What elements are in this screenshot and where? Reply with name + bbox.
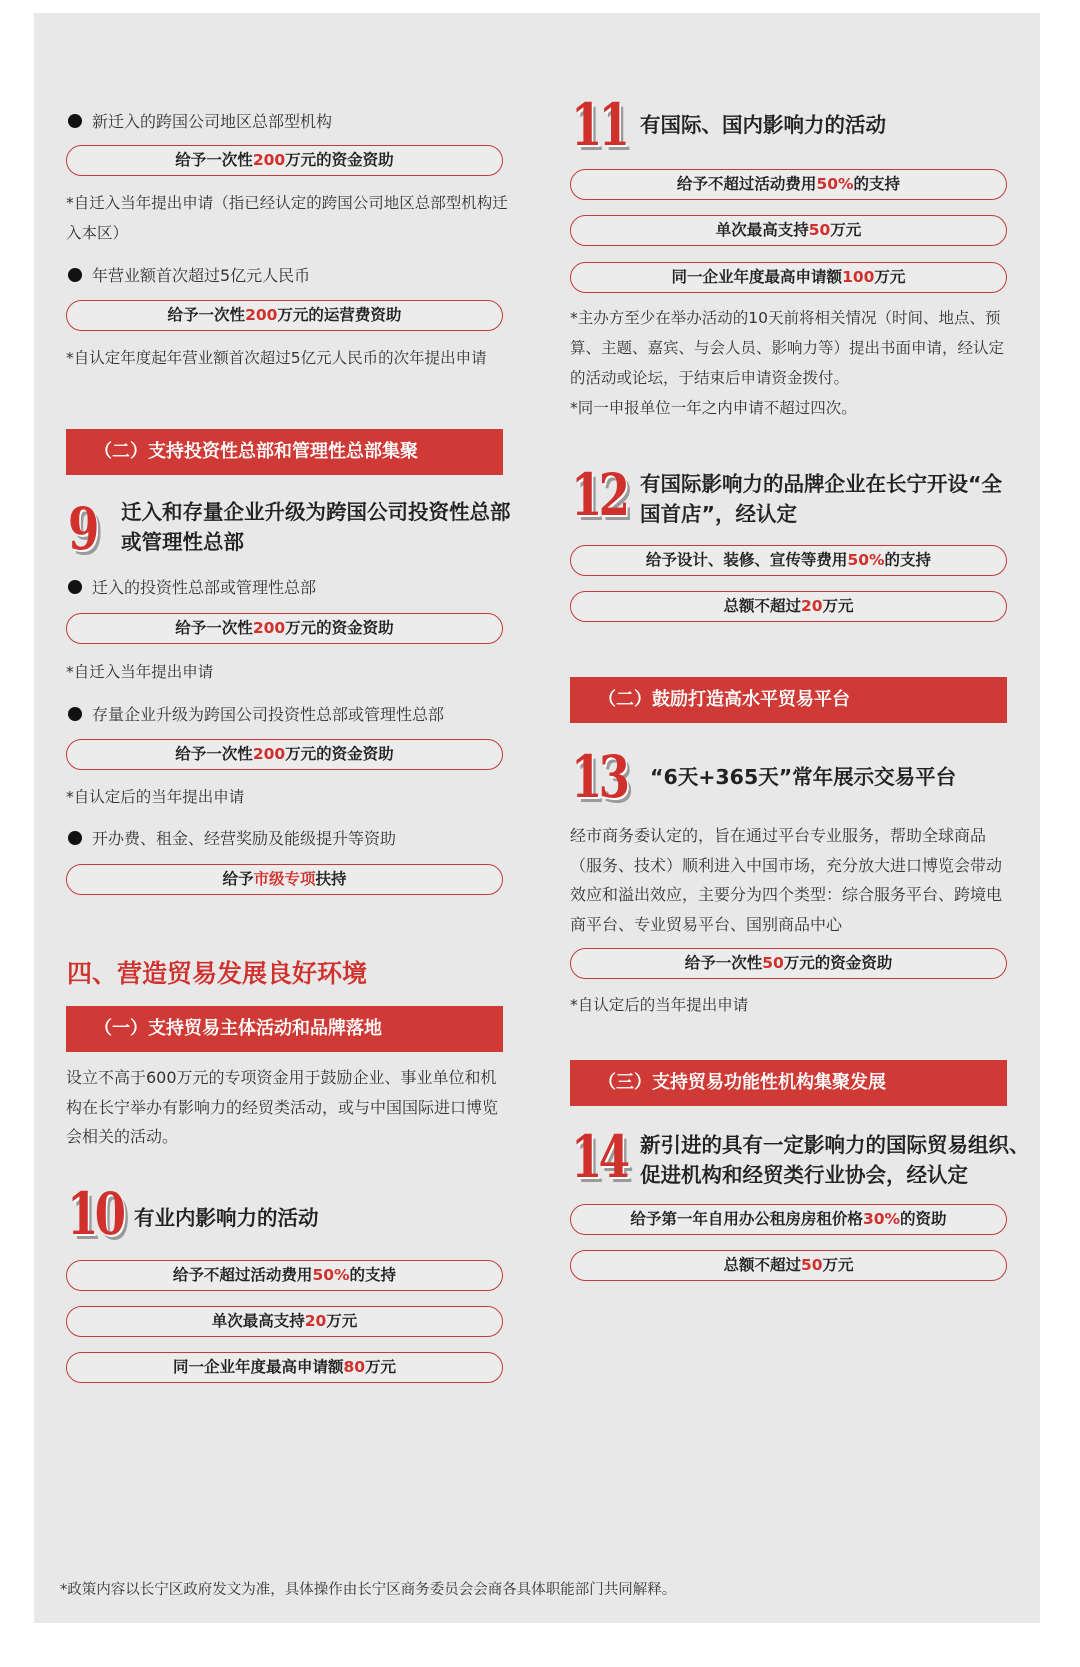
subsidy-pill: 单次最高支持50万元 [570, 215, 1007, 246]
bullet-dot-icon [68, 831, 82, 845]
subsidy-pill: 给予一次性200万元的资金资助 [66, 613, 503, 644]
paragraph: 经市商务委认定的，旨在通过平台专业服务，帮助全球商品（服务、技术）顺利进入中国市场，充分放大进口博览会带动效应和溢出效应，主要分为四个类型：综合服务平台、跨境电商平台、专业贸易平台、国别商品中心 [570, 826, 1003, 934]
subsidy-pill: 总额不超过50万元 [570, 1250, 1007, 1281]
item-number: 10 [67, 1180, 123, 1248]
subsidy-pill: 同一企业年度最高申请额100万元 [570, 262, 1007, 293]
section-title: 四、营造贸易发展良好环境 [67, 959, 368, 988]
note-text: *自认定后的当年提出申请 [570, 996, 749, 1014]
section-bar: （三）支持贸易功能性机构集聚发展 [570, 1060, 1007, 1106]
section-bar: （二）鼓励打造高水平贸易平台 [570, 677, 1007, 723]
subsidy-pill: 给予一次性50万元的资金资助 [570, 948, 1007, 979]
bullet-dot-icon [68, 114, 82, 128]
item-heading: 新引进的具有一定影响力的国际贸易组织、促进机构和经贸类行业协会，经认定 [640, 1133, 1030, 1187]
item-number: 14 [571, 1123, 627, 1191]
subsidy-pill: 给予一次性200万元的资金资助 [66, 145, 503, 176]
bullet-dot-icon [68, 580, 82, 594]
note-text: *同一申报单位一年之内申请不超过四次。 [570, 399, 857, 417]
bullet-item: 年营业额首次超过5亿元人民币 [68, 265, 310, 287]
item-number: 9 [68, 495, 96, 563]
bullet-item: 新迁入的跨国公司地区总部型机构 [68, 111, 332, 133]
note-text: *自迁入当年提出申请 [66, 663, 214, 681]
section-bar: （二）支持投资性总部和管理性总部集聚 [66, 429, 503, 475]
subsidy-pill: 总额不超过20万元 [570, 591, 1007, 622]
subsidy-pill: 给予一次性200万元的资金资助 [66, 739, 503, 770]
item-number: 13 [571, 743, 627, 811]
subsidy-pill: 给予市级专项扶持 [66, 864, 503, 895]
subsidy-pill: 同一企业年度最高申请额80万元 [66, 1352, 503, 1383]
bullet-item: 存量企业升级为跨国公司投资性总部或管理性总部 [68, 704, 444, 726]
bullet-item: 开办费、租金、经营奖励及能级提升等资助 [68, 828, 396, 850]
subsidy-pill: 给予第一年自用办公租房房租价格30%的资助 [570, 1204, 1007, 1235]
item-heading: 有国际、国内影响力的活动 [640, 113, 886, 137]
item-number: 11 [571, 91, 627, 159]
note-text: *自迁入当年提出申请（指已经认定的跨国公司地区总部型机构迁入本区） [66, 194, 508, 242]
bullet-item: 迁入的投资性总部或管理性总部 [68, 577, 316, 599]
item-heading: 有业内影响力的活动 [134, 1206, 319, 1230]
bullet-dot-icon [68, 707, 82, 721]
note-text: *自认定后的当年提出申请 [66, 788, 245, 806]
section-bar: （一）支持贸易主体活动和品牌落地 [66, 1006, 503, 1052]
subsidy-pill: 给予设计、装修、宣传等费用50%的支持 [570, 545, 1007, 576]
item-heading: “6天+365天”常年展示交易平台 [650, 765, 957, 789]
bullet-dot-icon [68, 268, 82, 282]
item-heading: 有国际影响力的品牌企业在长宁开设“全国首店”，经认定 [640, 472, 1002, 526]
footer-note: *政策内容以长宁区政府发文为准，具体操作由长宁区商务委员会会商各具体职能部门共同解释。 [60, 1582, 677, 1598]
subsidy-pill: 给予不超过活动费用50%的支持 [66, 1260, 503, 1291]
subsidy-pill: 给予一次性200万元的运营费资助 [66, 300, 503, 331]
note-text: *主办方至少在举办活动的10天前将相关情况（时间、地点、预算、主题、嘉宾、与会人员、影响力等）提出书面申请，经认定的活动或论坛，于结束后申请资金拨付。 [570, 309, 1005, 387]
subsidy-pill: 单次最高支持20万元 [66, 1306, 503, 1337]
item-number: 12 [571, 461, 627, 529]
paragraph: 设立不高于600万元的专项资金用于鼓励企业、事业单位和机构在长宁举办有影响力的经贸类活动，或与中国国际进口博览会相关的活动。 [66, 1068, 499, 1146]
subsidy-pill: 给予不超过活动费用50%的支持 [570, 169, 1007, 200]
note-text: *自认定年度起年营业额首次超过5亿元人民币的次年提出申请 [66, 349, 487, 367]
item-heading: 迁入和存量企业升级为跨国公司投资性总部或管理性总部 [121, 500, 511, 554]
